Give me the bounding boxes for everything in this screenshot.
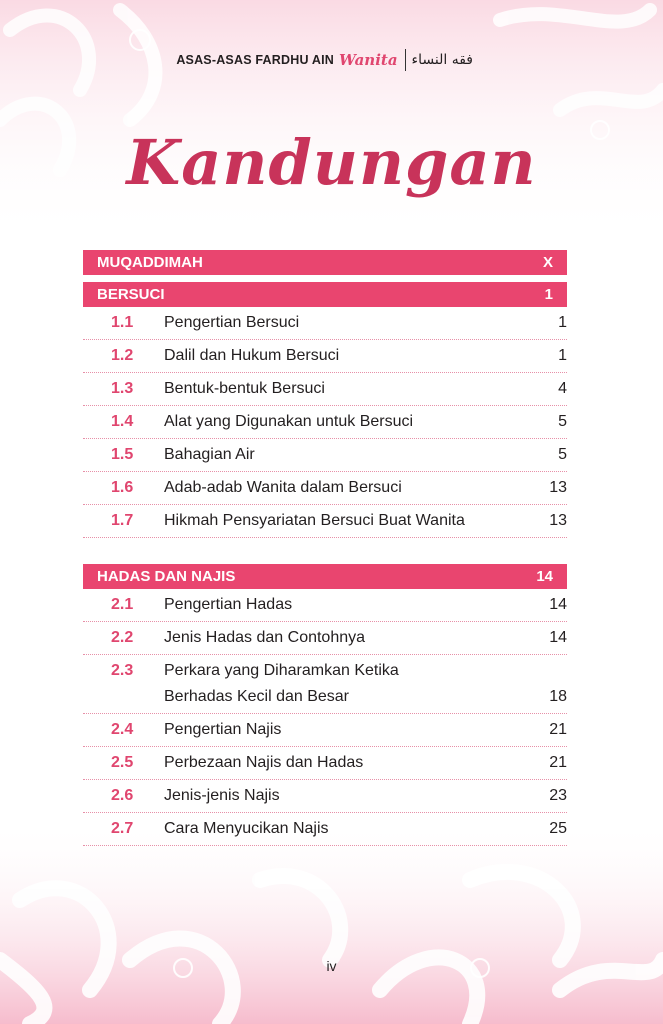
header-divider	[405, 49, 406, 71]
toc-entry[interactable]	[83, 472, 567, 505]
entry-label: Pengertian Najis	[164, 721, 282, 738]
toc-entry[interactable]	[83, 340, 567, 373]
entry-label: Perbezaan Najis dan Hadas	[164, 754, 364, 771]
entry-label: Hikmah Pensyariatan Bersuci Buat Wanita	[164, 512, 465, 529]
entry-number: 1.7	[111, 512, 134, 529]
series-title: ASAS-ASAS FARDHU AIN	[176, 53, 335, 67]
entry-number: 2.1	[111, 596, 134, 613]
entry-page: 13	[549, 512, 567, 529]
toc-entry[interactable]	[83, 813, 567, 846]
entry-label: Cara Menyucikan Najis	[164, 820, 329, 837]
section-title: MUQADDIMAH	[97, 254, 203, 271]
toc-entry[interactable]	[83, 505, 567, 538]
section-page: 1	[544, 286, 553, 303]
section-page: X	[542, 254, 553, 271]
toc-section-header[interactable]	[83, 564, 567, 589]
section-page: 14	[536, 568, 553, 585]
entry-label-line2: Berhadas Kecil dan Besar	[164, 688, 349, 705]
entry-label: Jenis Hadas dan Contohnya	[164, 629, 366, 646]
entry-page: 5	[558, 446, 567, 463]
entry-label: Bentuk-bentuk Bersuci	[164, 380, 325, 397]
entry-number: 2.4	[111, 721, 134, 738]
entry-number: 2.5	[111, 754, 134, 771]
entry-label: Alat yang Digunakan untuk Bersuci	[164, 413, 414, 430]
entry-page: 25	[549, 820, 567, 837]
toc-entry[interactable]	[83, 622, 567, 655]
toc-entry[interactable]	[83, 406, 567, 439]
toc-entry[interactable]	[83, 747, 567, 780]
entry-label: Adab-adab Wanita dalam Bersuci	[164, 479, 402, 496]
entry-number: 2.3	[111, 662, 134, 679]
entry-label: Jenis-jenis Najis	[164, 787, 280, 804]
toc-section-header[interactable]	[83, 282, 567, 307]
entry-number: 1.6	[111, 479, 134, 496]
toc-entry[interactable]	[83, 307, 567, 340]
toc-entry[interactable]	[83, 780, 567, 813]
entry-page: 18	[549, 688, 567, 705]
entry-number: 1.3	[111, 380, 134, 397]
entry-number: 2.6	[111, 787, 134, 804]
entry-page: 14	[549, 596, 567, 613]
brand-wanita: Wanita	[339, 51, 398, 69]
page-number: iv	[326, 958, 337, 974]
entry-number: 1.2	[111, 347, 134, 364]
running-header	[176, 49, 473, 71]
entry-page: 4	[558, 380, 567, 397]
entry-number: 1.4	[111, 413, 134, 430]
entry-number: 2.7	[111, 820, 134, 837]
toc-entry[interactable]	[83, 439, 567, 472]
entry-number: 1.5	[111, 446, 134, 463]
entry-page: 5	[558, 413, 567, 430]
table-of-contents	[83, 250, 567, 846]
toc-entry[interactable]	[83, 714, 567, 747]
entry-label	[164, 658, 517, 710]
entry-label: Pengertian Bersuci	[164, 314, 300, 331]
entry-page: 1	[558, 347, 567, 364]
entry-page: 13	[549, 479, 567, 496]
arabic-title: فقه النساء	[411, 52, 473, 68]
entry-number: 1.1	[111, 314, 134, 331]
entry-label: Dalil dan Hukum Bersuci	[164, 347, 340, 364]
toc-entry[interactable]	[83, 373, 567, 406]
entry-page: 23	[549, 787, 567, 804]
entry-number: 2.2	[111, 629, 134, 646]
section-title: HADAS DAN NAJIS	[97, 568, 236, 585]
toc-entry[interactable]	[83, 655, 567, 714]
entry-label: Pengertian Hadas	[164, 596, 293, 613]
entry-label: Bahagian Air	[164, 446, 255, 463]
entry-page: 14	[549, 629, 567, 646]
section-title: BERSUCI	[97, 286, 165, 303]
toc-entry[interactable]	[83, 589, 567, 622]
entry-label-line1: Perkara yang Diharamkan Ketika	[164, 662, 399, 679]
page-title: Kandungan	[126, 126, 537, 199]
entry-page: 21	[549, 754, 567, 771]
toc-section-header[interactable]	[83, 250, 567, 275]
entry-page: 1	[558, 314, 567, 331]
entry-page: 21	[549, 721, 567, 738]
